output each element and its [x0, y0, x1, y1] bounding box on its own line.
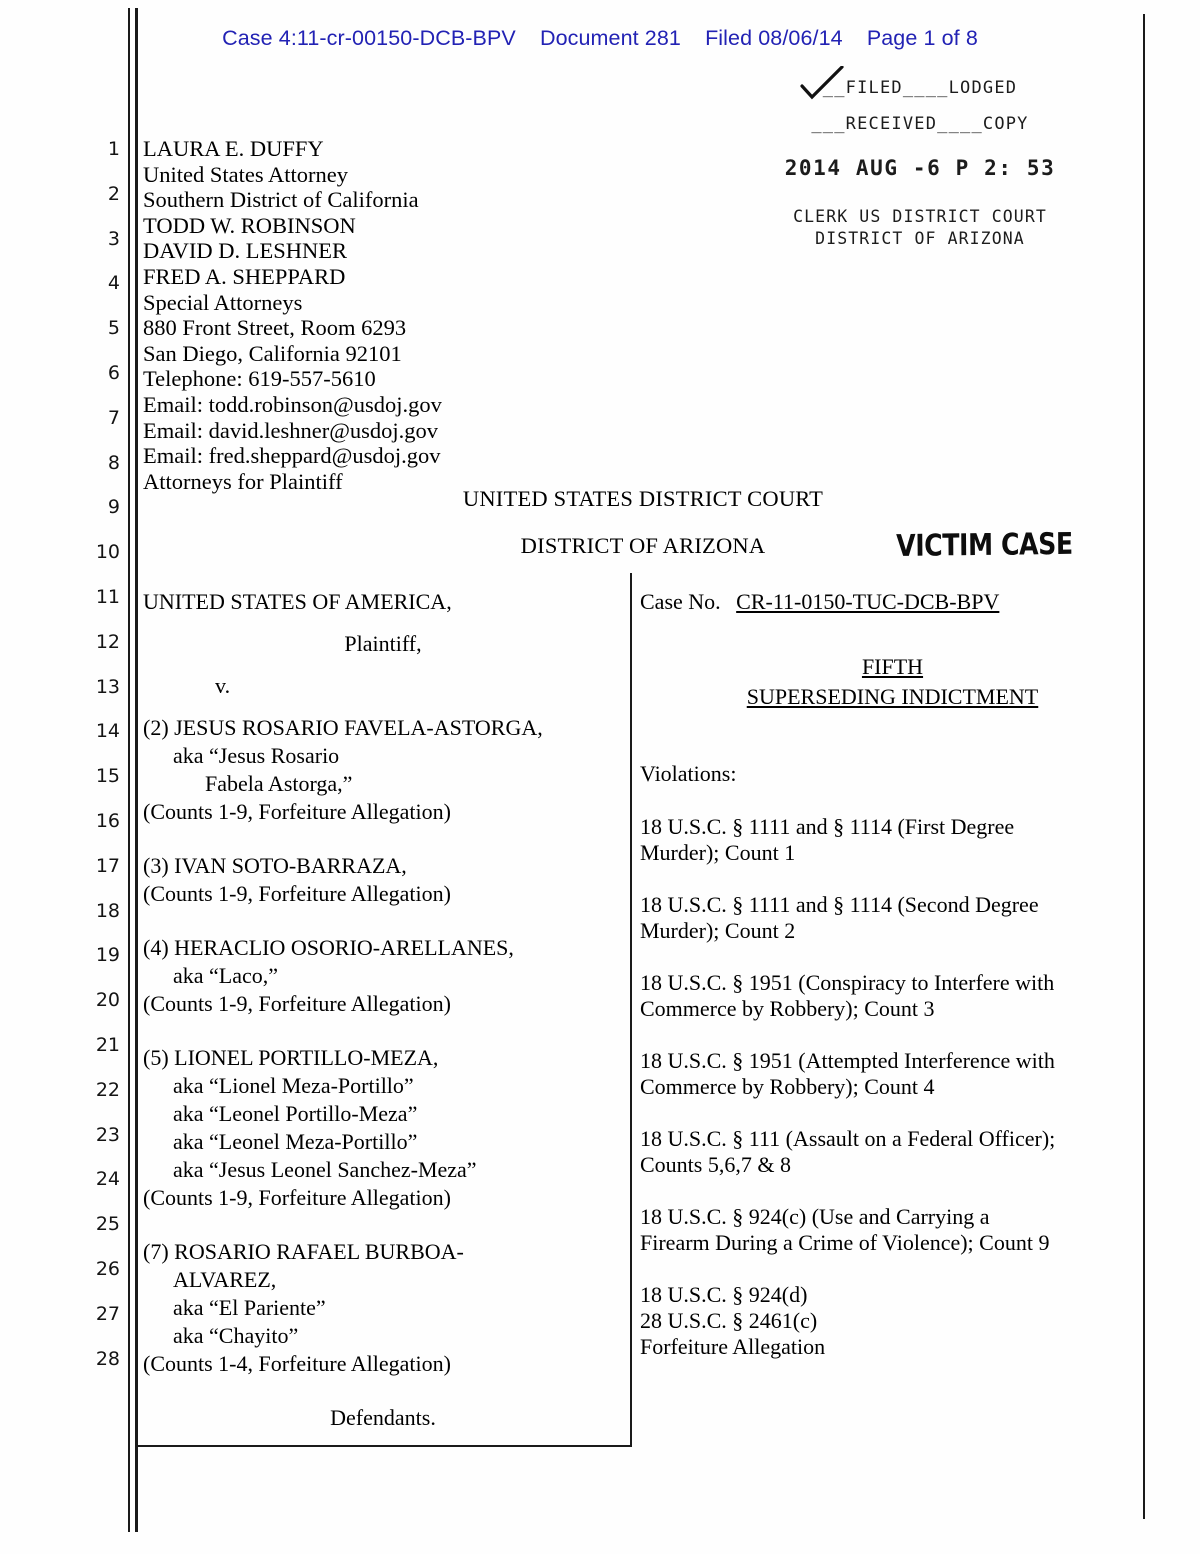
ecf-filed-date: Filed 08/06/14 — [705, 26, 843, 50]
victim-case-stamp: VICTIM CASE — [896, 526, 1073, 564]
line-number: 2 — [107, 182, 120, 205]
defendant-name: (2) JESUS ROSARIO FAVELA-ASTORGA, — [143, 715, 543, 740]
line-number: 22 — [95, 1078, 120, 1101]
case-number-line — [640, 588, 1145, 616]
stamp-clerk-line-1: CLERK US DISTRICT COURT — [793, 207, 1047, 226]
line-number: 21 — [95, 1033, 120, 1056]
attorney-block-line: Email: fred.sheppard@usdoj.gov — [143, 443, 441, 469]
attorney-block-line: Attorneys for Plaintiff — [143, 468, 343, 494]
defendant-aka: Fabela Astorga,” — [205, 771, 353, 796]
court-district: DISTRICT OF ARIZONA — [520, 533, 766, 558]
violation-entry — [640, 970, 1145, 1022]
line-number: 28 — [95, 1347, 120, 1370]
line-number: 25 — [95, 1213, 120, 1236]
indictment-title — [640, 652, 1145, 712]
defendant-name: (5) LIONEL PORTILLO-MEZA, — [143, 1045, 439, 1070]
line-number: 17 — [95, 854, 120, 877]
plaintiff-name: UNITED STATES OF AMERICA, — [143, 589, 452, 614]
line-number: 7 — [107, 406, 120, 429]
defendant-counts: (Counts 1-9, Forfeiture Allegation) — [143, 991, 451, 1016]
spacer — [143, 826, 623, 852]
line-number: 13 — [95, 675, 120, 698]
attorney-block-line: Telephone: 619-557-5610 — [143, 366, 376, 392]
indictment-title-line-1: FIFTH — [861, 654, 924, 679]
attorney-block-line: San Diego, California 92101 — [143, 340, 402, 366]
defendant-aka: aka “Leonel Portillo-Meza” — [173, 1101, 418, 1126]
attorney-block-line: Email: david.leshner@usdoj.gov — [143, 417, 439, 443]
line-number-column — [72, 134, 120, 1388]
defendant-name-continued: ALVAREZ, — [173, 1267, 277, 1292]
spacer — [143, 616, 623, 630]
indictment-title-line-2: SUPERSEDING INDICTMENT — [746, 684, 1039, 709]
attorney-block-line: LAURA E. DUFFY — [143, 136, 324, 161]
attorney-block-line: 880 Front Street, Room 6293 — [143, 315, 407, 341]
violation-entry — [640, 1204, 1145, 1256]
line-number: 12 — [95, 630, 120, 653]
defendant-name: (7) ROSARIO RAFAEL BURBOA- — [143, 1239, 464, 1264]
case-number-label: Case No. — [640, 589, 721, 614]
defendant-aka: aka “Chayito” — [173, 1323, 299, 1348]
spacer — [143, 1018, 623, 1044]
stamp-clerk-line-2: DISTRICT OF ARIZONA — [815, 228, 1025, 248]
defendant-counts: (Counts 1-4, Forfeiture Allegation) — [143, 1351, 451, 1376]
violation-line: Murder); Count 1 — [640, 840, 796, 865]
stamp-filed-lodged: __FILED____LODGED — [822, 78, 1018, 98]
line-number: 3 — [107, 227, 120, 250]
attorney-block — [143, 136, 442, 494]
versus-label: v. — [215, 673, 231, 698]
line-number: 4 — [107, 272, 120, 295]
line-number: 11 — [95, 585, 120, 608]
attorney-block-line: DAVID D. LESHNER — [143, 238, 347, 264]
caption-case-info — [640, 588, 1145, 1360]
violations-label: Violations: — [640, 761, 737, 786]
pleading-rule-left-outer — [128, 8, 130, 1532]
defendant-counts: (Counts 1-9, Forfeiture Allegation) — [143, 881, 451, 906]
case-number-value: CR-11-0150-TUC-DCB-BPV — [736, 589, 1000, 614]
violation-line: Firearm During a Crime of Violence); Count 9 — [640, 1230, 1050, 1255]
line-number: 23 — [95, 1123, 120, 1146]
defendant-aka: aka “Jesus Leonel Sanchez-Meza” — [173, 1157, 477, 1182]
line-number: 15 — [95, 765, 120, 788]
violation-line: 18 U.S.C. § 1111 and § 1114 (First Degree — [640, 814, 1015, 839]
attorney-block-line: Email: todd.robinson@usdoj.gov — [143, 391, 442, 417]
line-number: 10 — [95, 541, 120, 564]
line-number: 14 — [95, 720, 120, 743]
violation-line: 18 U.S.C. § 1111 and § 1114 (Second Degree — [640, 892, 1039, 917]
defendants-label: Defendants. — [330, 1405, 436, 1430]
spacer — [143, 658, 623, 672]
line-number: 8 — [107, 451, 120, 474]
line-number: 1 — [107, 138, 120, 160]
line-number: 18 — [95, 899, 120, 922]
stamp-datetime: 2014 AUG -6 P 2: 53 — [784, 156, 1056, 180]
violation-line: 18 U.S.C. § 1951 (Attempted Interference with — [640, 1048, 1055, 1073]
violation-line: 18 U.S.C. § 924(c) (Use and Carrying a — [640, 1204, 990, 1229]
violation-entry — [640, 1048, 1145, 1100]
caption-parties — [143, 588, 623, 1432]
violation-line: 18 U.S.C. § 111 (Assault on a Federal Officer); — [640, 1126, 1056, 1151]
line-number: 9 — [107, 496, 120, 519]
line-number: 20 — [95, 989, 120, 1012]
defendant-counts: (Counts 1-9, Forfeiture Allegation) — [143, 799, 451, 824]
violation-entry — [640, 1126, 1145, 1178]
line-number: 16 — [95, 809, 120, 832]
defendant-aka: aka “Leonel Meza-Portillo” — [173, 1129, 418, 1154]
line-number: 6 — [107, 361, 120, 384]
attorney-block-line: FRED A. SHEPPARD — [143, 263, 346, 289]
ecf-page-number: Page 1 of 8 — [866, 26, 978, 50]
violation-line: Murder); Count 2 — [640, 918, 796, 943]
clerk-file-stamp — [770, 78, 1070, 250]
defendant-aka: aka “Laco,” — [173, 963, 279, 988]
violation-line: Commerce by Robbery); Count 3 — [640, 996, 935, 1021]
attorney-block-line: Southern District of California — [143, 187, 419, 213]
defendant-aka: aka “Lionel Meza-Portillo” — [173, 1073, 414, 1098]
defendant-aka: aka “El Pariente” — [173, 1295, 326, 1320]
spacer — [143, 1378, 623, 1404]
attorney-block-line: United States Attorney — [143, 161, 348, 187]
ecf-case-number: Case 4:11-cr-00150-DCB-BPV — [222, 26, 516, 50]
plaintiff-label: Plaintiff, — [344, 631, 422, 656]
line-number: 26 — [95, 1257, 120, 1280]
violation-line: Counts 5,6,7 & 8 — [640, 1152, 791, 1177]
violation-line: 28 U.S.C. § 2461(c) — [640, 1308, 818, 1333]
violation-entry — [640, 814, 1145, 866]
ecf-document-number: Document 281 — [539, 26, 681, 50]
line-number: 24 — [95, 1168, 120, 1191]
violation-line: 18 U.S.C. § 924(d) — [640, 1282, 808, 1307]
ecf-header — [0, 26, 1200, 51]
check-mark-icon — [800, 66, 846, 100]
attorney-block-line: TODD W. ROBINSON — [143, 212, 356, 238]
attorney-block-line: Special Attorneys — [143, 289, 303, 315]
violation-line: Commerce by Robbery); Count 4 — [640, 1074, 935, 1099]
defendant-counts: (Counts 1-9, Forfeiture Allegation) — [143, 1185, 451, 1210]
court-name: UNITED STATES DISTRICT COURT — [462, 486, 824, 511]
violation-line: Forfeiture Allegation — [640, 1334, 826, 1359]
defendant-aka: aka “Jesus Rosario — [173, 743, 340, 768]
violation-line: 18 U.S.C. § 1951 (Conspiracy to Interfere with — [640, 970, 1055, 995]
violations-list — [640, 814, 1145, 1360]
line-number: 27 — [95, 1302, 120, 1325]
defendant-name: (4) HERACLIO OSORIO-ARELLANES, — [143, 935, 514, 960]
defendant-name: (3) IVAN SOTO-BARRAZA, — [143, 853, 407, 878]
line-number: 19 — [95, 944, 120, 967]
violation-entry — [640, 892, 1145, 944]
spacer — [143, 700, 623, 714]
stamp-received-copy: ___RECEIVED____COPY — [811, 114, 1029, 134]
spacer — [143, 908, 623, 934]
violation-entry — [640, 1282, 1145, 1360]
spacer — [143, 1212, 623, 1238]
line-number: 5 — [107, 317, 120, 340]
